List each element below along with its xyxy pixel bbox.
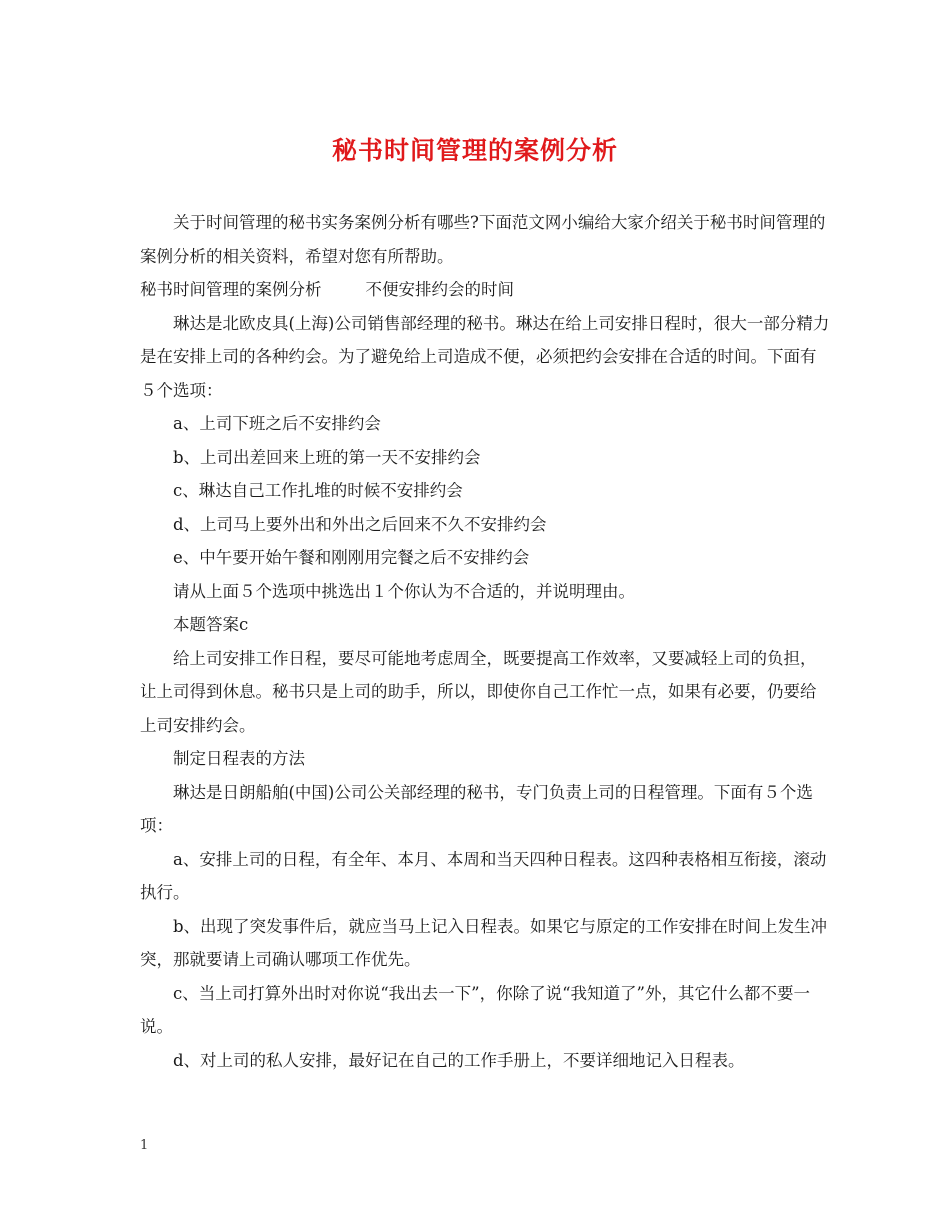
document-body xyxy=(140,206,830,1077)
section-heading xyxy=(140,273,830,307)
case2-option-d: d、对上司的私人安排，最好记在自己的工作手册上，不要详细地记入日程表。 xyxy=(173,1050,745,1070)
section-heading-right: 不便安排约会的时间 xyxy=(365,280,514,299)
case1-question: 请从上面５个选项中挑选出１个你认为不合适的，并说明理由。 xyxy=(173,581,635,601)
case1-option-a: a、上司下班之后不安排约会 xyxy=(173,414,381,433)
case1-option-c: c、琳达自己工作扎堆的时候不安排约会 xyxy=(173,481,463,500)
case1-option-b: b、上司出差回来上班的第一天不安排约会 xyxy=(173,447,481,467)
case1-answer: 本题答案c xyxy=(173,615,249,634)
case2-heading: 制定日程表的方法 xyxy=(173,749,305,768)
document-title: 秘书时间管理的案例分析 xyxy=(331,136,618,165)
case2-option-a: a、安排上司的日程，有全年、本月、本周和当天四种日程表。这四种表格相互衔接，滚动执行。 xyxy=(140,849,827,902)
page-number: 1 xyxy=(140,1138,149,1153)
case1-option-d: d、上司马上要外出和外出之后回来不久不安排约会 xyxy=(173,514,547,534)
case1-explanation: 给上司安排工作日程，要尽可能地考虑周全，既要提高工作效率，又要减轻上司的负担，让上司得到休息。秘书只是上司的助手，所以，即使你自己工作忙一点，如果有必要，仍要给上司安排约会。 xyxy=(140,648,817,735)
case1-description: 琳达是北欧皮具(上海)公司销售部经理的秘书。琳达在给上司安排日程时，很大一部分精力是在安排上司的各种约会。为了避免给上司造成不便，必须把约会安排在合适的时间。下面有５个选项： xyxy=(140,313,830,400)
case2-option-b: b、出现了突发事件后，就应当马上记入日程表。如果它与原定的工作安排在时间上发生冲突，那就要请上司确认哪项工作优先。 xyxy=(140,916,828,969)
section-heading-left: 秘书时间管理的案例分析 xyxy=(140,280,322,299)
case2-option-c: c、当上司打算外出时对你说“我出去一下”，你除了说“我知道了”外，其它什么都不要一说。 xyxy=(140,983,810,1036)
intro-paragraph: 关于时间管理的秘书实务案例分析有哪些?下面范文网小编给大家介绍关于秘书时间管理的案例分析的相关资料，希望对您有所帮助。 xyxy=(140,213,826,266)
case2-description: 琳达是日朗船舶(中国)公司公关部经理的秘书，专门负责上司的日程管理。下面有５个选项： xyxy=(140,782,813,835)
case1-option-e: e、中午要开始午餐和刚刚用完餐之后不安排约会 xyxy=(173,548,530,567)
